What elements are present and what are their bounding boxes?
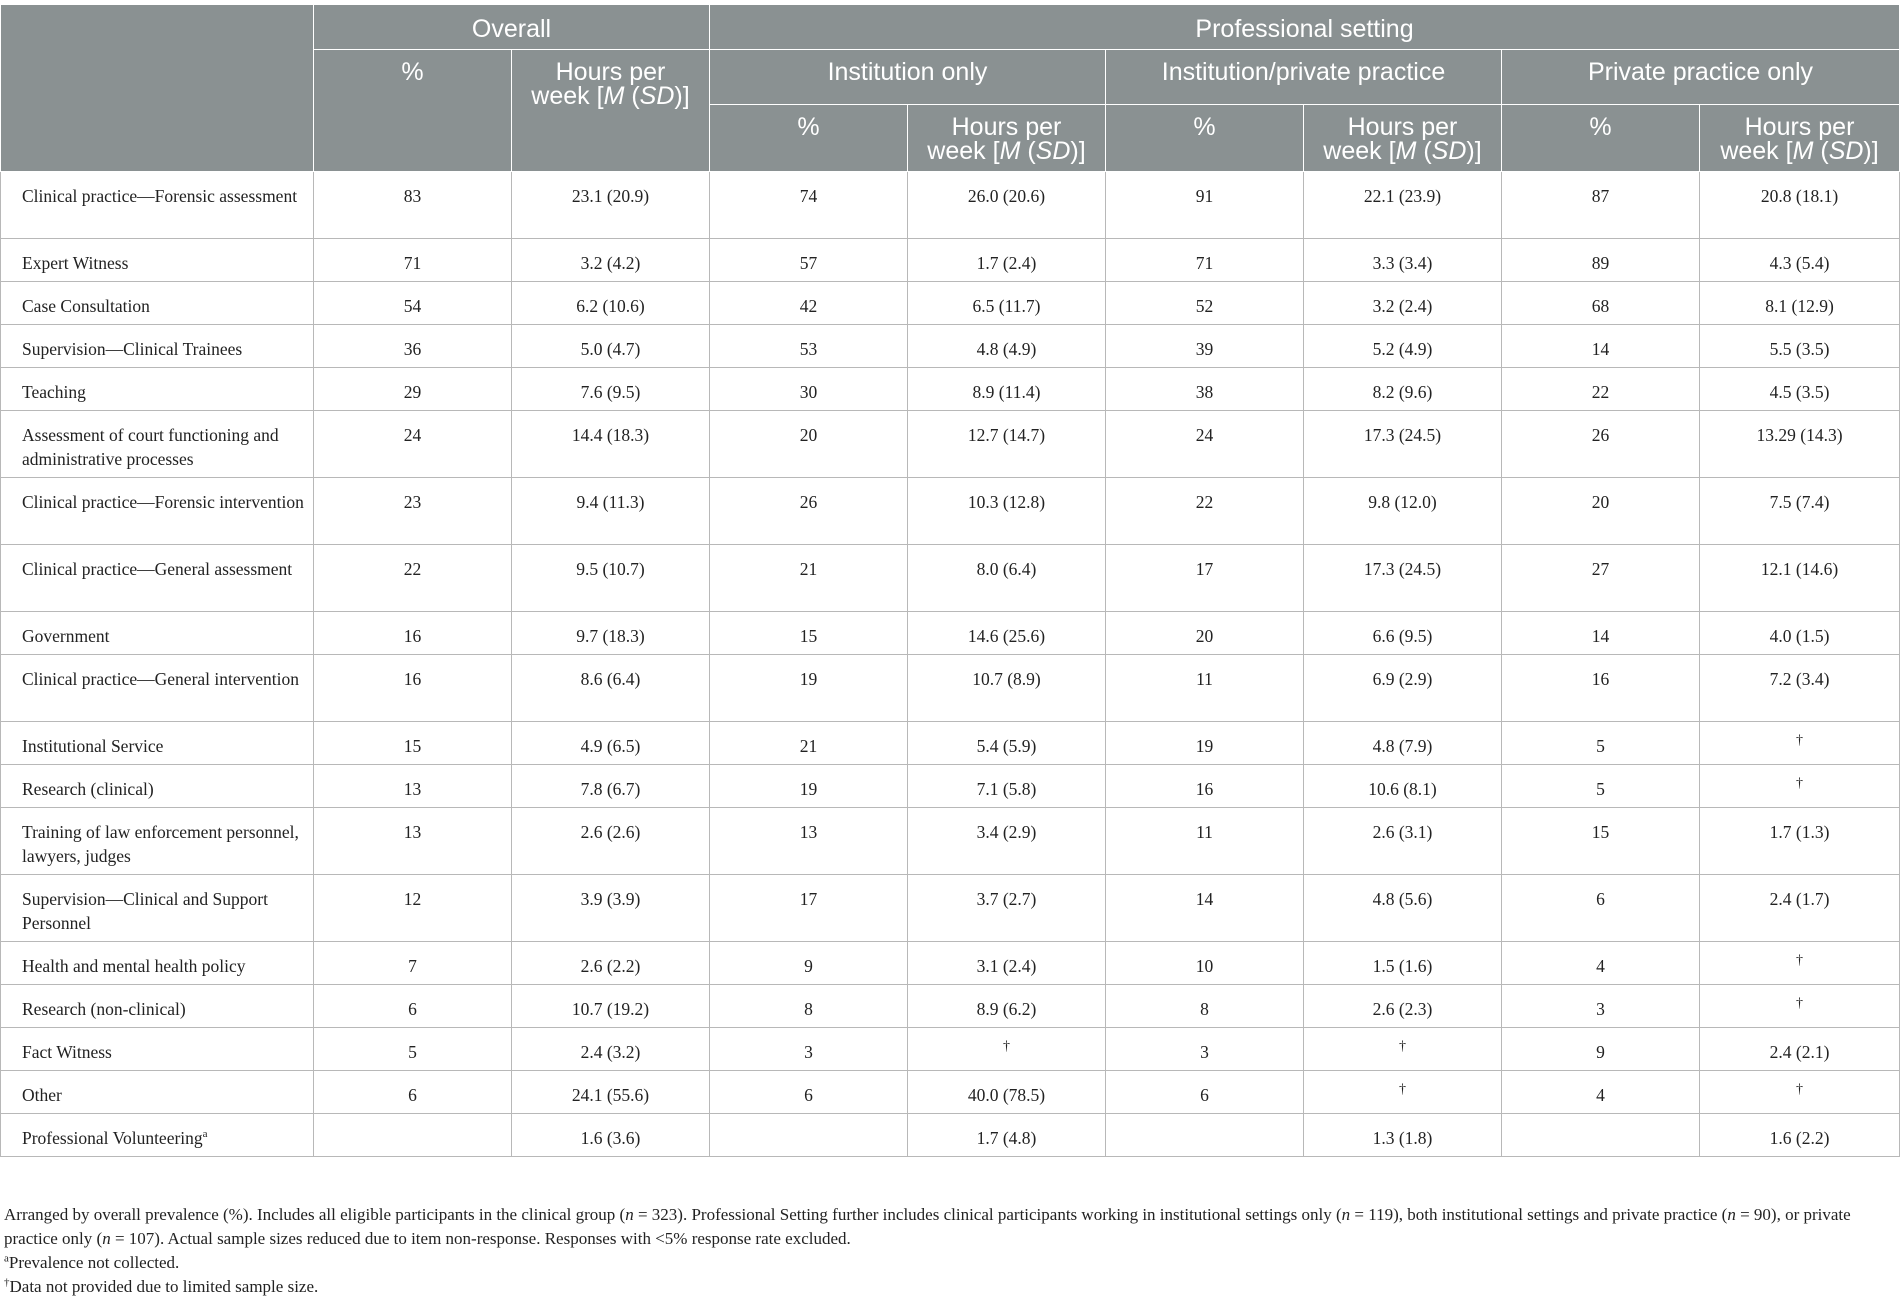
table-row — [1, 282, 1900, 325]
table-cell: 17.3 (24.5) — [1304, 545, 1502, 612]
table-cell: 2.6 (2.6) — [512, 808, 710, 875]
table-cell: 4.0 (1.5) — [1700, 612, 1900, 655]
table-cell: 6 — [1106, 1071, 1304, 1114]
table-cell: 9 — [710, 942, 908, 985]
table-cell: 14 — [1106, 875, 1304, 942]
hours-label-pre: week [ — [927, 137, 1000, 165]
table-cell: 29 — [314, 368, 512, 411]
header-overall-pct: % — [314, 50, 512, 172]
table-cell: 42 — [710, 282, 908, 325]
table-cell: 8.6 (6.4) — [512, 655, 710, 722]
note-main: Arranged by overall prevalence (%). Includes all eligible participants in the clinical group (n = 323). Professional Setting further includes clinical participants working in institutional settings only (n = 119), both institutional settings and private practice (n = 90), or private practice only (n = 107). Actual sample sizes reduced due to item non-response. Responses with <5% response rate excluded. — [4, 1205, 1851, 1248]
table-cell: 26 — [1502, 411, 1700, 478]
row-label: Supervision—Clinical and Support Personnel — [1, 875, 314, 942]
table-cell: 2.6 (2.3) — [1304, 985, 1502, 1028]
table-row — [1, 325, 1900, 368]
table-cell: 22 — [314, 545, 512, 612]
table-cell: 7.1 (5.8) — [908, 765, 1106, 808]
table-row — [1, 765, 1900, 808]
table-cell: 8.0 (6.4) — [908, 545, 1106, 612]
table-cell: 23.1 (20.9) — [512, 172, 710, 239]
table-cell: 13 — [314, 808, 512, 875]
table-cell: 6 — [710, 1071, 908, 1114]
table-cell: 53 — [710, 325, 908, 368]
hours-label-sd: SD — [1431, 137, 1467, 165]
table-cell: 5.2 (4.9) — [1304, 325, 1502, 368]
table-cell: † — [1304, 1028, 1502, 1071]
hours-label-line1: Hours per — [1347, 113, 1458, 141]
table-row — [1, 722, 1900, 765]
table-cell: 8.9 (11.4) — [908, 368, 1106, 411]
header-both-hours — [1304, 105, 1502, 172]
table-body — [1, 172, 1900, 1157]
row-label: Health and mental health policy — [1, 942, 314, 985]
table-cell: 6.6 (9.5) — [1304, 612, 1502, 655]
table-cell: 74 — [710, 172, 908, 239]
table-cell: 1.7 (1.3) — [1700, 808, 1900, 875]
table-cell: 5 — [1502, 722, 1700, 765]
table-cell: 26 — [710, 478, 908, 545]
row-label: Other — [1, 1071, 314, 1114]
table-cell: 2.6 (3.1) — [1304, 808, 1502, 875]
table-row — [1, 808, 1900, 875]
header-priv-pct: % — [1502, 105, 1700, 172]
table-cell: 26.0 (20.6) — [908, 172, 1106, 239]
hours-label-mid: ( — [1020, 137, 1036, 165]
hours-label-pre: week [ — [1323, 137, 1396, 165]
table-cell: 10 — [1106, 942, 1304, 985]
table-cell: 4.5 (3.5) — [1700, 368, 1900, 411]
hours-label-end: )] — [1070, 137, 1086, 165]
table-cell: 20 — [1502, 478, 1700, 545]
table-cell: 16 — [314, 655, 512, 722]
table-cell: 36 — [314, 325, 512, 368]
table-cell: 3 — [710, 1028, 908, 1071]
table-cell: 17 — [710, 875, 908, 942]
row-label: Assessment of court functioning and administrative processes — [1, 411, 314, 478]
table-cell: 6.9 (2.9) — [1304, 655, 1502, 722]
table-cell: 3.1 (2.4) — [908, 942, 1106, 985]
hours-label-sd: SD — [1035, 137, 1071, 165]
table-cell: 57 — [710, 239, 908, 282]
table-cell: 12.7 (14.7) — [908, 411, 1106, 478]
table-cell: 23 — [314, 478, 512, 545]
header-both-pct: % — [1106, 105, 1304, 172]
table-cell: 5.5 (3.5) — [1700, 325, 1900, 368]
row-label: Teaching — [1, 368, 314, 411]
table-cell: 21 — [710, 545, 908, 612]
table-cell: 71 — [1106, 239, 1304, 282]
table-cell: 10.7 (19.2) — [512, 985, 710, 1028]
table-row — [1, 411, 1900, 478]
table-cell: † — [1700, 1071, 1900, 1114]
hours-label-end: )] — [1466, 137, 1482, 165]
table-cell: 6 — [1502, 875, 1700, 942]
table-cell: 17 — [1106, 545, 1304, 612]
row-label: Training of law enforcement personnel, lawyers, judges — [1, 808, 314, 875]
table-row — [1, 1114, 1900, 1157]
hours-label-m: M — [603, 82, 625, 110]
table-cell: 24 — [314, 411, 512, 478]
table-cell: 91 — [1106, 172, 1304, 239]
table-cell: 9.7 (18.3) — [512, 612, 710, 655]
table-row — [1, 612, 1900, 655]
table-cell: 3 — [1502, 985, 1700, 1028]
table-cell: 9.5 (10.7) — [512, 545, 710, 612]
table-cell: 13.29 (14.3) — [1700, 411, 1900, 478]
table-cell: 24 — [1106, 411, 1304, 478]
table-cell: 89 — [1502, 239, 1700, 282]
table-cell: 2.4 (1.7) — [1700, 875, 1900, 942]
table-cell: 9.4 (11.3) — [512, 478, 710, 545]
table-cell: † — [1304, 1071, 1502, 1114]
header-inst-pct: % — [710, 105, 908, 172]
table-row — [1, 368, 1900, 411]
table-cell: 15 — [314, 722, 512, 765]
header-overall-hours — [512, 50, 710, 172]
table-cell: 9 — [1502, 1028, 1700, 1071]
row-label: Clinical practice—General assessment — [1, 545, 314, 612]
table-cell: 13 — [314, 765, 512, 808]
table-cell: 8.2 (9.6) — [1304, 368, 1502, 411]
table-cell: 16 — [1106, 765, 1304, 808]
table-cell: 7.6 (9.5) — [512, 368, 710, 411]
table-cell: 15 — [1502, 808, 1700, 875]
table-cell: 14.4 (18.3) — [512, 411, 710, 478]
table-cell: 4 — [1502, 1071, 1700, 1114]
table-cell: 4 — [1502, 942, 1700, 985]
note-a: $^a$Prevalence not collected. — [4, 1252, 180, 1272]
table-cell: 14 — [1502, 612, 1700, 655]
table-cell: 22 — [1106, 478, 1304, 545]
table-cell: 4.8 (7.9) — [1304, 722, 1502, 765]
table-row — [1, 942, 1900, 985]
table-cell: 8 — [710, 985, 908, 1028]
table-cell: 8 — [1106, 985, 1304, 1028]
table-cell: 40.0 (78.5) — [908, 1071, 1106, 1114]
table-cell: 10.3 (12.8) — [908, 478, 1106, 545]
table-cell: 16 — [1502, 655, 1700, 722]
table-row — [1, 478, 1900, 545]
table-cell: 1.7 (4.8) — [908, 1114, 1106, 1157]
header-row-label-cell — [1, 5, 314, 172]
table-cell: † — [1700, 985, 1900, 1028]
table-cell: 6.2 (10.6) — [512, 282, 710, 325]
table-cell: 38 — [1106, 368, 1304, 411]
table-cell: 71 — [314, 239, 512, 282]
table-cell: 4.9 (6.5) — [512, 722, 710, 765]
table-cell: 52 — [1106, 282, 1304, 325]
table-cell: 8.9 (6.2) — [908, 985, 1106, 1028]
hours-label-mid: ( — [624, 82, 640, 110]
hours-label-m: M — [999, 137, 1021, 165]
hours-label-pre: week [ — [1720, 137, 1793, 165]
table-row — [1, 1071, 1900, 1114]
table-cell: 8.1 (12.9) — [1700, 282, 1900, 325]
table-cell: 14.6 (25.6) — [908, 612, 1106, 655]
table-cell — [710, 1114, 908, 1157]
hours-label-line1: Hours per — [555, 58, 666, 86]
data-table — [0, 4, 1900, 1157]
table-cell: 27 — [1502, 545, 1700, 612]
header-institution-private: Institution/private practice — [1106, 50, 1502, 105]
hours-label-mid: ( — [1416, 137, 1432, 165]
row-label: Government — [1, 612, 314, 655]
hours-label-mid: ( — [1813, 137, 1829, 165]
header-inst-hours — [908, 105, 1106, 172]
table-cell: 5.0 (4.7) — [512, 325, 710, 368]
table-cell: 3.2 (4.2) — [512, 239, 710, 282]
hours-label-pre: week [ — [531, 82, 604, 110]
table-cell: † — [1700, 765, 1900, 808]
table-cell: 24.1 (55.6) — [512, 1071, 710, 1114]
table-cell: 68 — [1502, 282, 1700, 325]
table-cell: 5 — [314, 1028, 512, 1071]
table-cell: 3.9 (3.9) — [512, 875, 710, 942]
table-cell: 17.3 (24.5) — [1304, 411, 1502, 478]
table-cell: 16 — [314, 612, 512, 655]
table-cell: 7.5 (7.4) — [1700, 478, 1900, 545]
table-cell: 4.8 (5.6) — [1304, 875, 1502, 942]
table-cell — [1106, 1114, 1304, 1157]
table-cell: 2.6 (2.2) — [512, 942, 710, 985]
table-row — [1, 239, 1900, 282]
table-row — [1, 545, 1900, 612]
table-row — [1, 172, 1900, 239]
table-cell: 22.1 (23.9) — [1304, 172, 1502, 239]
table-cell: 30 — [710, 368, 908, 411]
table-cell: 6 — [314, 985, 512, 1028]
hours-label-m: M — [1792, 137, 1814, 165]
table-cell: 10.6 (8.1) — [1304, 765, 1502, 808]
row-label: Clinical practice—General intervention — [1, 655, 314, 722]
table-cell: † — [1700, 942, 1900, 985]
table-cell: 6 — [314, 1071, 512, 1114]
table-cell: 7 — [314, 942, 512, 985]
table-cell: 20 — [710, 411, 908, 478]
table-cell: 3.2 (2.4) — [1304, 282, 1502, 325]
table-cell: 1.5 (1.6) — [1304, 942, 1502, 985]
table-cell: 5.4 (5.9) — [908, 722, 1106, 765]
row-label: Research (non-clinical) — [1, 985, 314, 1028]
header-overall: Overall — [314, 5, 710, 50]
row-label: Research (clinical) — [1, 765, 314, 808]
table-row — [1, 1028, 1900, 1071]
table-cell: 1.6 (2.2) — [1700, 1114, 1900, 1157]
hours-label-sd: SD — [1828, 137, 1864, 165]
header-private-only: Private practice only — [1502, 50, 1900, 105]
row-label: Professional Volunteering$^a$ — [1, 1114, 314, 1157]
table-cell: 9.8 (12.0) — [1304, 478, 1502, 545]
table-cell: 19 — [710, 765, 908, 808]
row-label: Clinical practice—Forensic intervention — [1, 478, 314, 545]
row-label: Clinical practice—Forensic assessment — [1, 172, 314, 239]
table-row — [1, 985, 1900, 1028]
table-cell: 7.8 (6.7) — [512, 765, 710, 808]
table-cell: 21 — [710, 722, 908, 765]
table-cell: 3.4 (2.9) — [908, 808, 1106, 875]
row-label: Expert Witness — [1, 239, 314, 282]
hours-label-m: M — [1395, 137, 1417, 165]
table-cell: 2.4 (2.1) — [1700, 1028, 1900, 1071]
table-cell: † — [908, 1028, 1106, 1071]
table-cell: 5 — [1502, 765, 1700, 808]
header-institution-only: Institution only — [710, 50, 1106, 105]
hours-label-end: )] — [1863, 137, 1879, 165]
table-cell: 11 — [1106, 808, 1304, 875]
table-notes — [4, 1203, 1884, 1299]
table-cell: 10.7 (8.9) — [908, 655, 1106, 722]
table-cell — [314, 1114, 512, 1157]
header-professional-setting: Professional setting — [710, 5, 1900, 50]
table-cell: 12.1 (14.6) — [1700, 545, 1900, 612]
table-cell: 4.8 (4.9) — [908, 325, 1106, 368]
table-cell: 1.6 (3.6) — [512, 1114, 710, 1157]
table-cell: 87 — [1502, 172, 1700, 239]
hours-label-end: )] — [674, 82, 690, 110]
table-cell: 22 — [1502, 368, 1700, 411]
row-label: Supervision—Clinical Trainees — [1, 325, 314, 368]
table-cell: 11 — [1106, 655, 1304, 722]
table-cell: 19 — [1106, 722, 1304, 765]
header-priv-hours — [1700, 105, 1900, 172]
hours-label-line1: Hours per — [951, 113, 1062, 141]
row-label: Fact Witness — [1, 1028, 314, 1071]
row-label: Institutional Service — [1, 722, 314, 765]
table-cell: 4.3 (5.4) — [1700, 239, 1900, 282]
table-cell: 20 — [1106, 612, 1304, 655]
table-cell: 6.5 (11.7) — [908, 282, 1106, 325]
note-dagger: †Data not provided due to limited sample size. — [4, 1276, 319, 1296]
table-cell: 12 — [314, 875, 512, 942]
table-cell: 20.8 (18.1) — [1700, 172, 1900, 239]
table-cell: 1.7 (2.4) — [908, 239, 1106, 282]
table-row — [1, 875, 1900, 942]
table-cell: 3.7 (2.7) — [908, 875, 1106, 942]
hours-label-sd: SD — [639, 82, 675, 110]
table-container — [0, 4, 1899, 1157]
table-cell: 39 — [1106, 325, 1304, 368]
hours-label-line1: Hours per — [1744, 113, 1855, 141]
table-cell: 14 — [1502, 325, 1700, 368]
table-cell: 2.4 (3.2) — [512, 1028, 710, 1071]
row-label: Case Consultation — [1, 282, 314, 325]
table-cell: 7.2 (3.4) — [1700, 655, 1900, 722]
table-cell — [1502, 1114, 1700, 1157]
table-cell: 19 — [710, 655, 908, 722]
table-cell: 83 — [314, 172, 512, 239]
table-cell: 15 — [710, 612, 908, 655]
table-cell: 1.3 (1.8) — [1304, 1114, 1502, 1157]
table-cell: 3 — [1106, 1028, 1304, 1071]
table-row — [1, 655, 1900, 722]
table-cell: 13 — [710, 808, 908, 875]
table-cell: 54 — [314, 282, 512, 325]
table-cell: 3.3 (3.4) — [1304, 239, 1502, 282]
table-cell: † — [1700, 722, 1900, 765]
